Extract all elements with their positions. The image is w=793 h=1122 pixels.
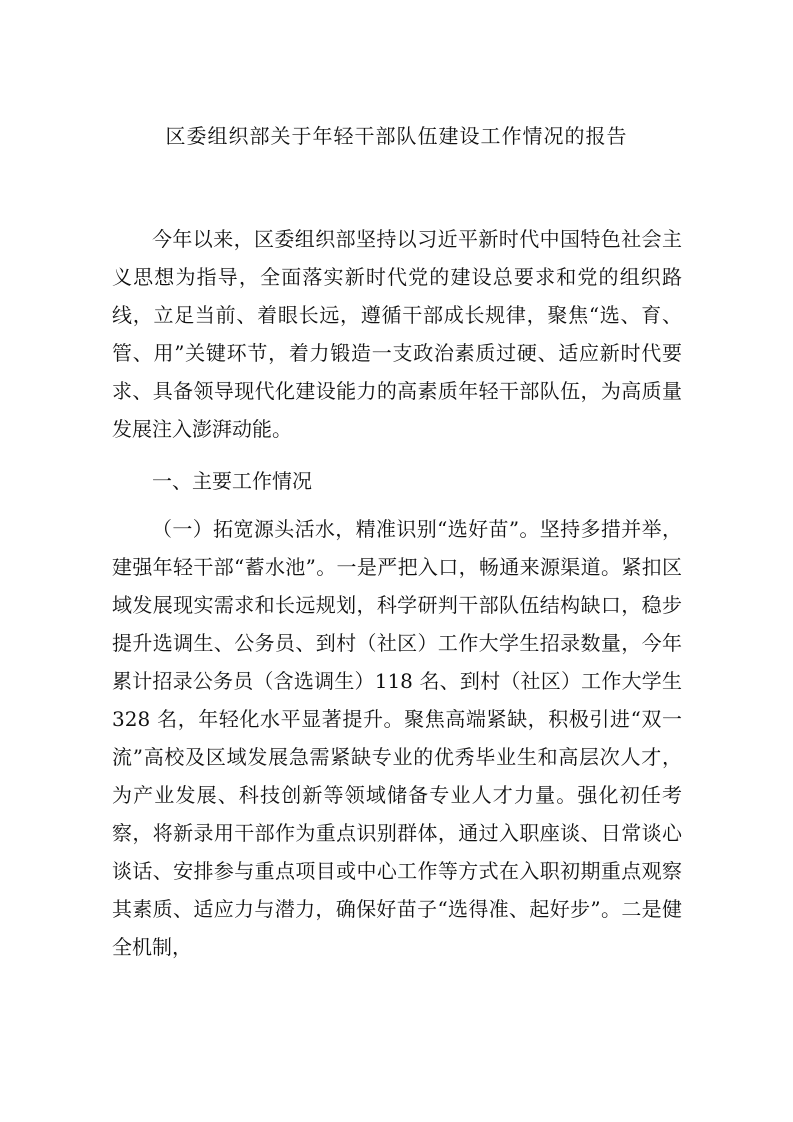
intro-paragraph: 今年以来，区委组织部坚持以习近平新时代中国特色社会主义思想为指导，全面落实新时代党的建设总要求和党的组织路线，立足当前、着眼长远，遵循干部成长规律，聚焦“选、育、管、用”关键环节，着力锻造一支政治素质过硬、适应新时代要求、具备领导现代化建设能力的高素质年轻干部队伍，为高质量发展注入澎湃动能。 — [112, 227, 682, 441]
section-paragraph: （一）拓宽源头活水，精准识别“选好苗”。坚持多措并举，建强年轻干部“蓄水池”。一是严把入口，畅通来源渠道。紧扣区域发展现实需求和长远规划，科学研判干部队伍结构缺口，稳步提升选调生、公务员、到村（社区）工作大学生招录数量，今年累计招录公务员（含选调生）118 名、到村（社区）工作大学生 328 名，年轻化水平显著提升。聚焦高端紧缺，积极引进“双一流”高校及区域发展急需紧缺专业的优秀毕业生和高层次人才，为产业发展、科技创新等领域储备专业人才力量。强化初任考察，将新录用干部作为重点识别群体，通过入职座谈、日常谈心谈话、安排参与重点项目或中心工作等方式在入职初期重点观察其素质、适应力与潜力，确保好苗子“选得准、起好步”。二是健全机制， — [112, 517, 682, 959]
section-heading: 一、主要工作情况 — [152, 469, 312, 493]
document-title: 区委组织部关于年轻干部队伍建设工作情况的报告 — [165, 124, 628, 148]
document-body — [112, 220, 682, 966]
